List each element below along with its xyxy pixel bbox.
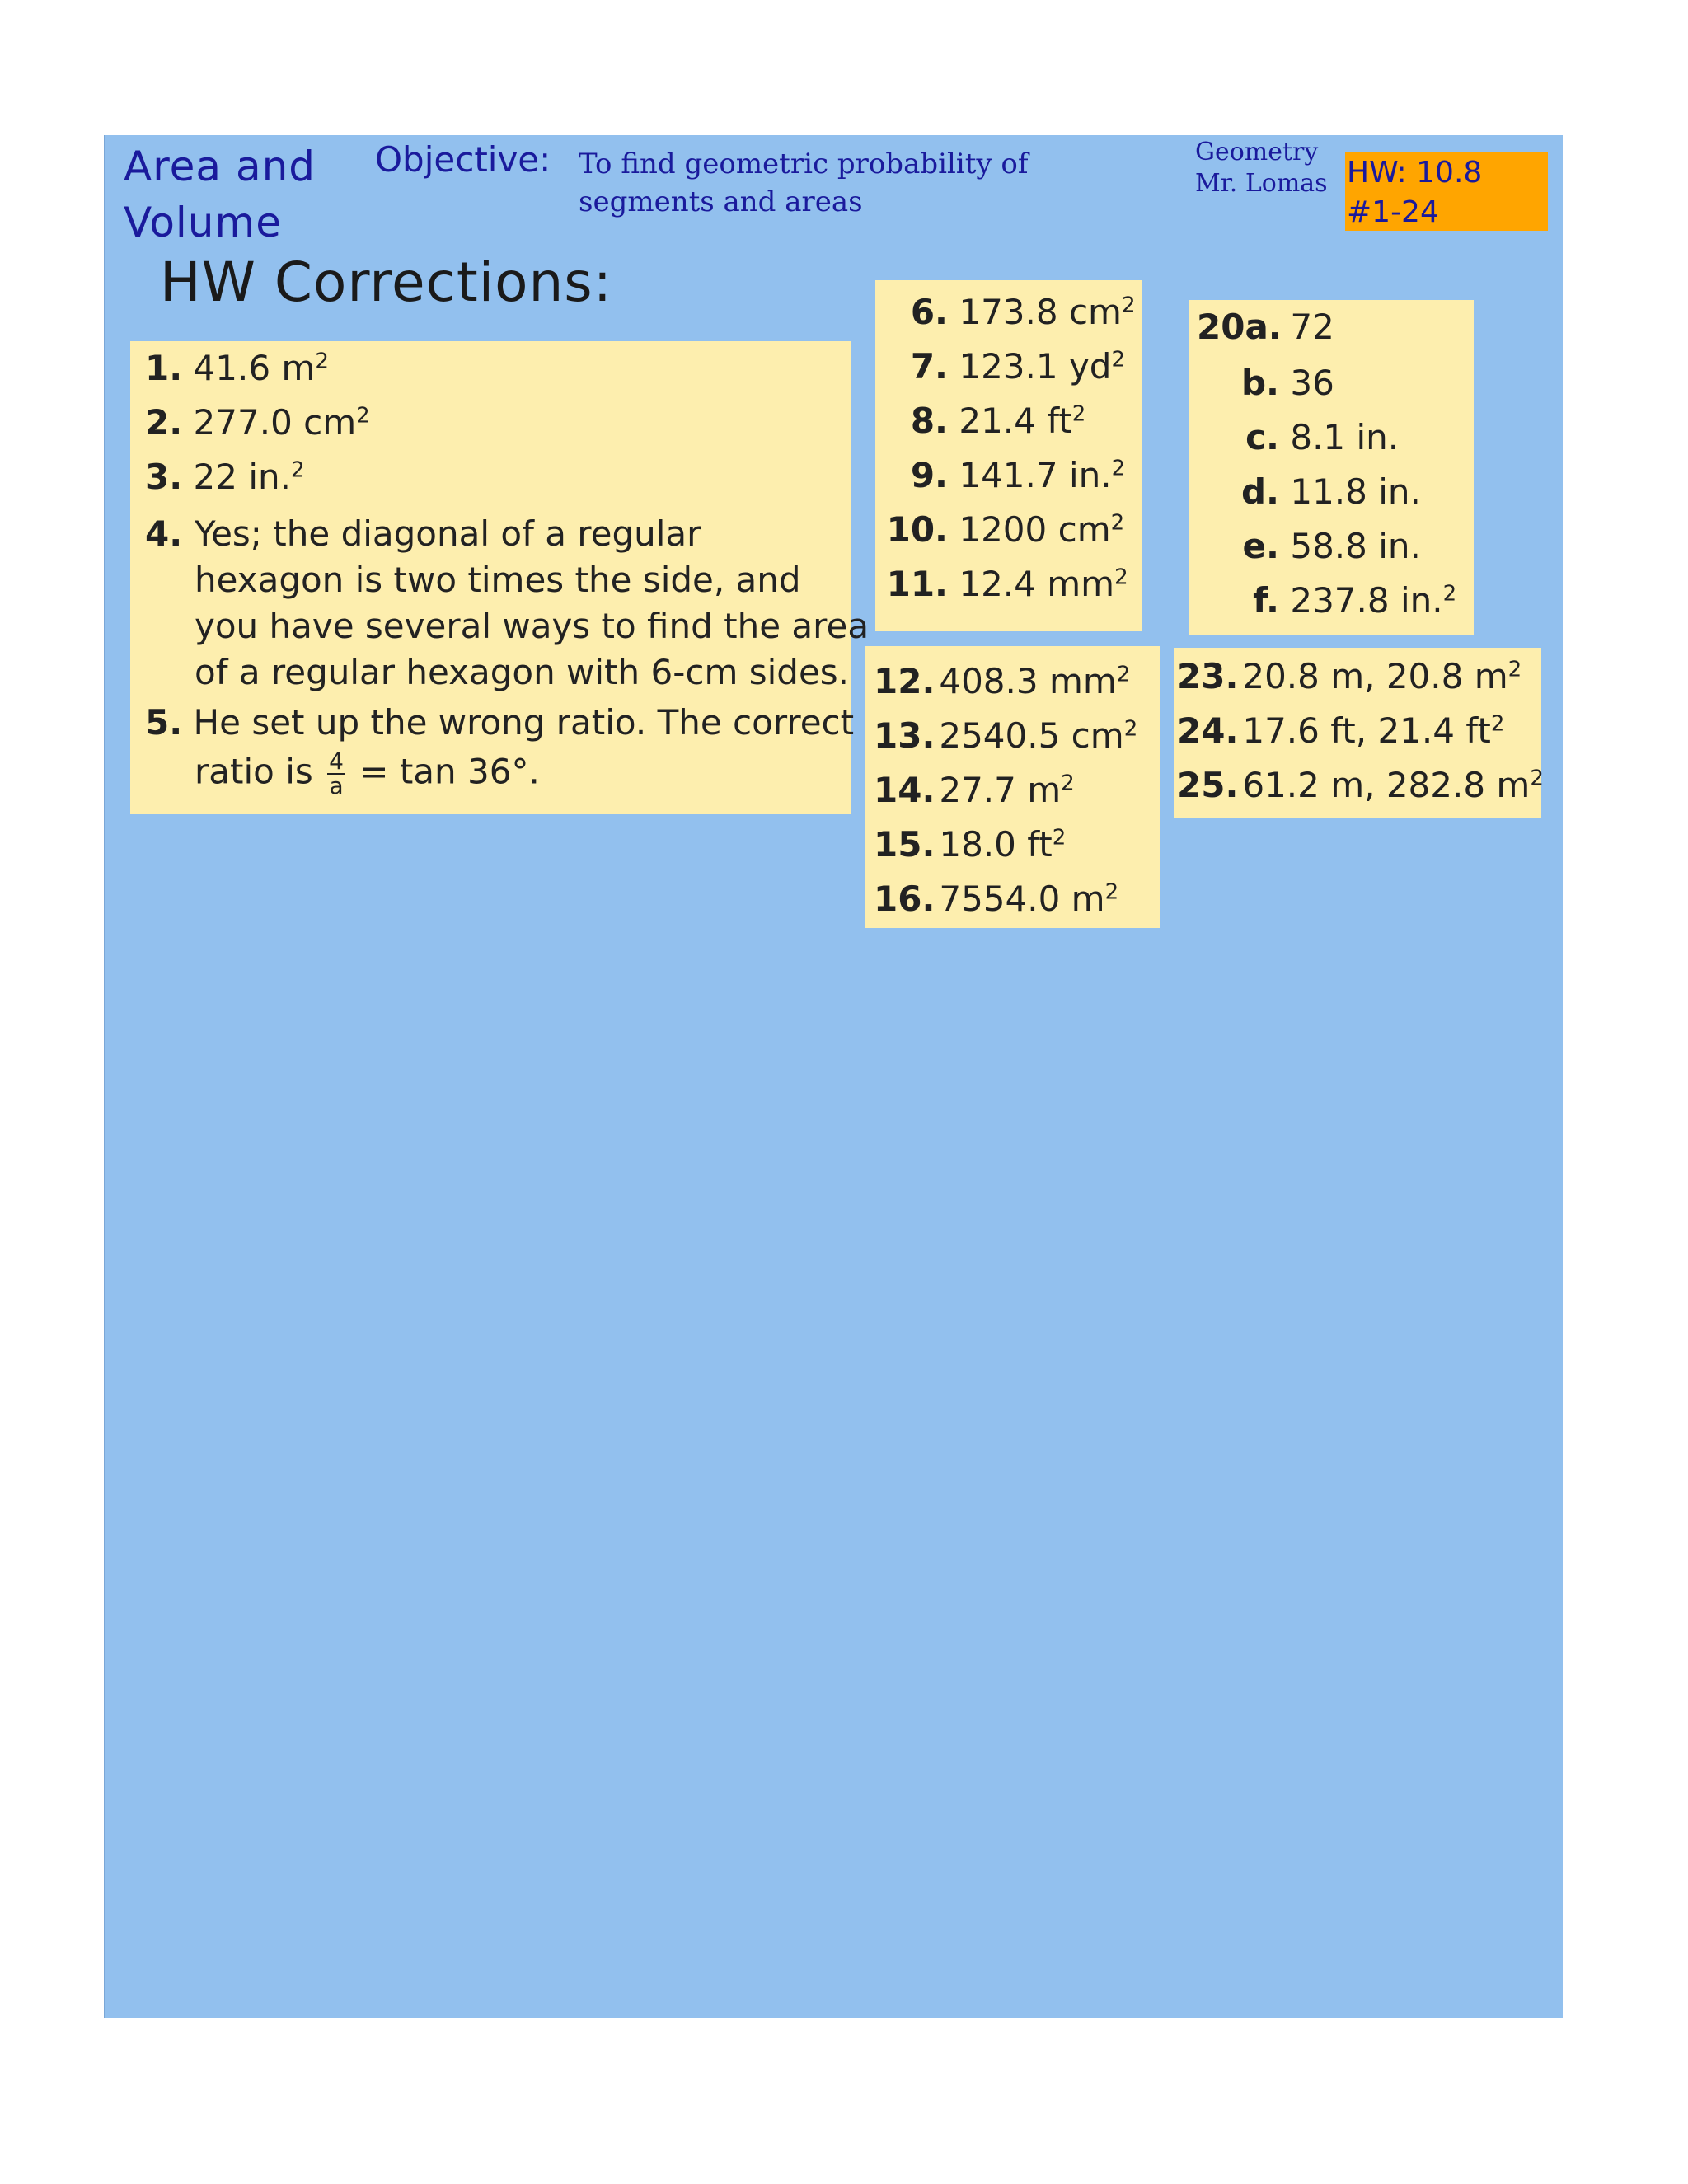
fraction bbox=[327, 750, 345, 798]
answer-row bbox=[1197, 580, 1456, 621]
answer-exponent: 2 bbox=[315, 349, 329, 374]
corrections-heading: HW Corrections: bbox=[160, 251, 612, 314]
answer-number: d. bbox=[1240, 471, 1279, 512]
answer-value: 1200 cm bbox=[959, 509, 1111, 550]
answer-row bbox=[874, 715, 1137, 756]
course-info bbox=[1195, 137, 1328, 199]
answer-line: He set up the wrong ratio. The correct bbox=[193, 702, 855, 743]
answer-row bbox=[874, 879, 1118, 919]
answer-value: 58.8 in. bbox=[1290, 526, 1421, 566]
answer-number: 4. bbox=[145, 513, 183, 554]
answer-exponent: 2 bbox=[1111, 347, 1126, 373]
answer-number: 15. bbox=[874, 824, 935, 865]
answer-row bbox=[884, 564, 1128, 604]
answer-number: 7. bbox=[910, 346, 948, 387]
answer-value: 27.7 m bbox=[939, 770, 1062, 810]
answer-value: 8.1 in. bbox=[1290, 417, 1400, 457]
homework-assignment: HW: 10.8 bbox=[1347, 156, 1483, 190]
answer-value: 277.0 cm bbox=[193, 402, 357, 443]
answers-box-4 bbox=[865, 646, 1160, 928]
answer-exponent: 2 bbox=[1116, 662, 1131, 687]
answer-value: 237.8 in. bbox=[1290, 580, 1443, 621]
answer-number: 9. bbox=[910, 455, 948, 495]
answers-box-3 bbox=[1189, 300, 1474, 635]
answer-value: 17.6 ft, 21.4 ft bbox=[1242, 710, 1491, 751]
answer-text: = tan 36°. bbox=[359, 751, 540, 792]
answer-exponent: 2 bbox=[1111, 456, 1126, 481]
answer-value: 20.8 m, 20.8 m bbox=[1242, 656, 1508, 696]
lesson-title bbox=[124, 138, 316, 251]
answer-row bbox=[145, 457, 305, 497]
answer-row bbox=[874, 661, 1130, 701]
answer-number: e. bbox=[1242, 526, 1279, 566]
answer-exponent: 2 bbox=[1121, 293, 1136, 318]
answer-row bbox=[884, 455, 1125, 495]
answer-number: 5. bbox=[145, 702, 183, 743]
answer-row bbox=[145, 702, 854, 743]
answer-exponent: 2 bbox=[1104, 879, 1119, 905]
answer-row bbox=[195, 750, 540, 798]
answer-number: 14. bbox=[874, 770, 935, 810]
answer-number: 25. bbox=[1177, 765, 1239, 805]
answers-box-2 bbox=[875, 280, 1142, 631]
answer-4-text bbox=[195, 511, 869, 696]
answer-exponent: 2 bbox=[1114, 565, 1128, 590]
answer-row bbox=[1197, 363, 1334, 403]
answer-row bbox=[1197, 417, 1399, 457]
answer-exponent: 2 bbox=[1123, 716, 1138, 742]
answer-row bbox=[884, 346, 1125, 387]
answer-number: 13. bbox=[874, 715, 935, 756]
fraction-numerator: 4 bbox=[329, 748, 344, 775]
fraction-denominator: a bbox=[329, 772, 344, 799]
answer-number: 3. bbox=[145, 457, 183, 497]
answer-value: 12.4 mm bbox=[959, 564, 1115, 604]
answer-number: 24. bbox=[1177, 710, 1239, 751]
answer-value: 141.7 in. bbox=[959, 455, 1112, 495]
answer-line: of a regular hexagon with 6-cm sides. bbox=[195, 652, 850, 692]
answer-exponent: 2 bbox=[1507, 657, 1522, 682]
answer-row bbox=[1197, 526, 1421, 566]
answer-value: 408.3 mm bbox=[939, 661, 1117, 701]
answer-value: 36 bbox=[1290, 363, 1334, 403]
answer-row bbox=[884, 509, 1124, 550]
answer-exponent: 2 bbox=[356, 403, 370, 429]
lesson-title-line2: Volume bbox=[124, 199, 282, 246]
answer-value: 41.6 m bbox=[193, 348, 316, 388]
answers-box-1 bbox=[130, 341, 870, 814]
answer-number: 20a. bbox=[1197, 307, 1282, 347]
answer-number: b. bbox=[1240, 363, 1279, 403]
homework-badge bbox=[1345, 152, 1548, 231]
answer-number: 10. bbox=[886, 509, 948, 550]
answer-line: you have several ways to find the area bbox=[195, 606, 870, 646]
answer-value: 11.8 in. bbox=[1290, 471, 1421, 512]
answers-box-5 bbox=[1174, 648, 1544, 818]
answer-exponent: 2 bbox=[1110, 510, 1125, 536]
answer-row bbox=[874, 824, 1066, 865]
answer-value: 61.2 m, 282.8 m bbox=[1242, 765, 1531, 805]
answer-value: 18.0 ft bbox=[939, 824, 1053, 865]
answer-exponent: 2 bbox=[1052, 825, 1067, 851]
answer-number: c. bbox=[1245, 417, 1279, 457]
answer-row bbox=[1177, 710, 1504, 751]
answer-row bbox=[145, 402, 370, 443]
answer-row bbox=[1197, 471, 1421, 512]
answer-row bbox=[874, 770, 1075, 810]
answer-exponent: 2 bbox=[1490, 711, 1505, 737]
answer-value: 72 bbox=[1290, 307, 1334, 347]
answer-number: 2. bbox=[145, 402, 183, 443]
answer-number: 1. bbox=[145, 348, 183, 388]
answer-row bbox=[884, 401, 1085, 441]
answer-row bbox=[1177, 656, 1522, 696]
answer-exponent: 2 bbox=[1442, 581, 1457, 607]
answer-number: 6. bbox=[910, 292, 948, 332]
answer-row bbox=[1197, 307, 1334, 347]
answer-number: 12. bbox=[874, 661, 935, 701]
answer-exponent: 2 bbox=[1061, 771, 1075, 796]
answer-value: 7554.0 m bbox=[939, 879, 1105, 919]
answer-row bbox=[1177, 765, 1544, 805]
objective-text: To find geometric probability of segments and areas bbox=[579, 148, 1029, 218]
answer-number: f. bbox=[1253, 580, 1279, 621]
answer-text: ratio is bbox=[195, 751, 313, 792]
answer-row bbox=[145, 511, 182, 557]
answer-value: 123.1 yd bbox=[959, 346, 1112, 387]
answer-line: hexagon is two times the side, and bbox=[195, 560, 801, 600]
course-name: Geometry bbox=[1195, 138, 1319, 166]
objective-label: Objective: bbox=[375, 139, 551, 180]
answer-value: 173.8 cm bbox=[959, 292, 1122, 332]
homework-problems: #1-24 bbox=[1347, 195, 1439, 229]
answer-value: 21.4 ft bbox=[959, 401, 1072, 441]
lesson-title-line1: Area and bbox=[124, 143, 316, 190]
answer-value: 2540.5 cm bbox=[939, 715, 1124, 756]
answer-exponent: 2 bbox=[1530, 766, 1544, 791]
teacher-name: Mr. Lomas bbox=[1195, 169, 1328, 198]
answer-exponent: 2 bbox=[290, 457, 305, 483]
answer-exponent: 2 bbox=[1071, 401, 1086, 427]
answer-row bbox=[884, 292, 1136, 332]
answer-number: 23. bbox=[1177, 656, 1239, 696]
answer-line: Yes; the diagonal of a regular bbox=[195, 513, 701, 554]
answer-number: 16. bbox=[874, 879, 935, 919]
answer-row bbox=[145, 348, 329, 388]
answer-number: 11. bbox=[886, 564, 948, 604]
answer-value: 22 in. bbox=[193, 457, 291, 497]
answer-number: 8. bbox=[910, 401, 948, 441]
